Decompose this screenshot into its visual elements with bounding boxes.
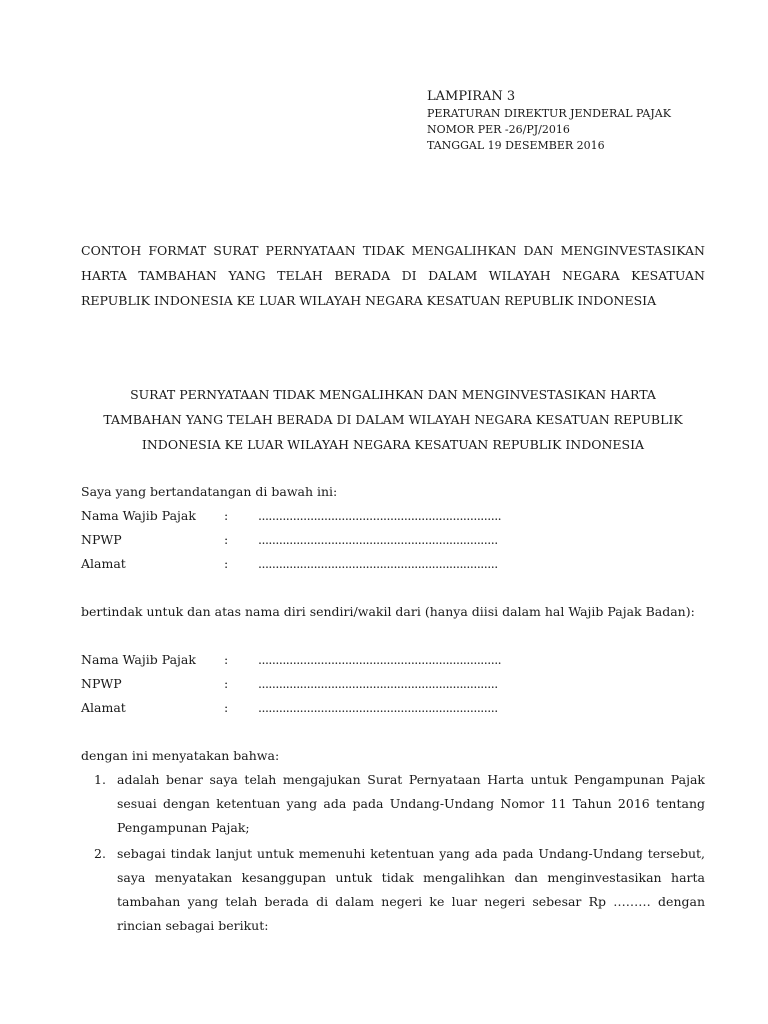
field-label-nama: Nama Wajib Pajak bbox=[81, 508, 196, 523]
lampiran-header bbox=[427, 88, 671, 154]
field-colon: : bbox=[224, 652, 229, 667]
field-blank-npwp: ..................................................................... bbox=[258, 676, 498, 691]
field-label-alamat: Alamat bbox=[81, 700, 126, 715]
field-colon: : bbox=[224, 676, 229, 691]
statement-title-line: TAMBAHAN YANG TELAH BERADA DI DALAM WILAYAH NEGARA KESATUAN REPUBLIK bbox=[103, 412, 683, 427]
field-blank-npwp: ..................................................................... bbox=[258, 532, 498, 547]
field-colon: : bbox=[224, 556, 229, 571]
intro-text: Saya yang bertandatangan di bawah ini: bbox=[81, 484, 338, 499]
statement-title-line: SURAT PERNYATAAN TIDAK MENGALIHKAN DAN MENGINVESTASIKAN HARTA bbox=[130, 387, 656, 402]
field-blank-alamat: ..................................................................... bbox=[258, 700, 498, 715]
field-colon: : bbox=[224, 508, 229, 523]
behalf-text: bertindak untuk dan atas nama diri sendiri/wakil dari (hanya diisi dalam hal Wajib Pajak Badan): bbox=[81, 604, 695, 619]
list-item-text: adalah benar saya telah mengajukan Surat Pernyataan Harta untuk Pengampunan Pajak sesuai dengan ketentuan yang ada pada Undang-Undang Nomor 11 Tahun 2016 tentang Pengampunan Pajak; bbox=[117, 772, 705, 835]
example-format-title: CONTOH FORMAT SURAT PERNYATAAN TIDAK MENGALIHKAN DAN MENGINVESTASIKAN HARTA TAMBAHAN YANG TELAH BERADA DI DALAM WILAYAH NEGARA KESATUAN REPUBLIK INDONESIA KE LUAR WILAYAH NEGARA KESATUAN REPUBLIK INDONESIA bbox=[81, 243, 705, 308]
list-item-number: 1. bbox=[94, 772, 106, 787]
field-label-nama: Nama Wajib Pajak bbox=[81, 652, 196, 667]
field-label-alamat: Alamat bbox=[81, 556, 126, 571]
field-colon: : bbox=[224, 700, 229, 715]
field-blank-nama: ...................................................................... bbox=[258, 652, 502, 667]
field-label-npwp: NPWP bbox=[81, 532, 122, 547]
statement-title bbox=[81, 382, 705, 457]
field-colon: : bbox=[224, 532, 229, 547]
field-blank-nama: ...................................................................... bbox=[258, 508, 502, 523]
list-item-text: sebagai tindak lanjut untuk memenuhi ketentuan yang ada pada Undang-Undang tersebut, saya menyatakan kesanggupan untuk tidak mengalihkan dan menginvestasikan harta tambahan yang telah berada di dalam negeri ke luar negeri sebesar Rp ……… dengan rincian sebagai berikut: bbox=[117, 846, 705, 933]
statement-title-line: INDONESIA KE LUAR WILAYAH NEGARA KESATUAN REPUBLIK INDONESIA bbox=[141, 437, 645, 452]
field-blank-alamat: ..................................................................... bbox=[258, 556, 498, 571]
declaration-intro: dengan ini menyatakan bahwa: bbox=[81, 748, 280, 763]
field-label-npwp: NPWP bbox=[81, 676, 122, 691]
regulation-name: PERATURAN DIREKTUR JENDERAL PAJAK bbox=[427, 107, 671, 120]
list-item-number: 2. bbox=[94, 846, 106, 861]
regulation-number: NOMOR PER -26/PJ/2016 bbox=[427, 123, 570, 136]
regulation-date: TANGGAL 19 DESEMBER 2016 bbox=[427, 139, 605, 152]
lampiran-title: LAMPIRAN 3 bbox=[427, 89, 516, 104]
